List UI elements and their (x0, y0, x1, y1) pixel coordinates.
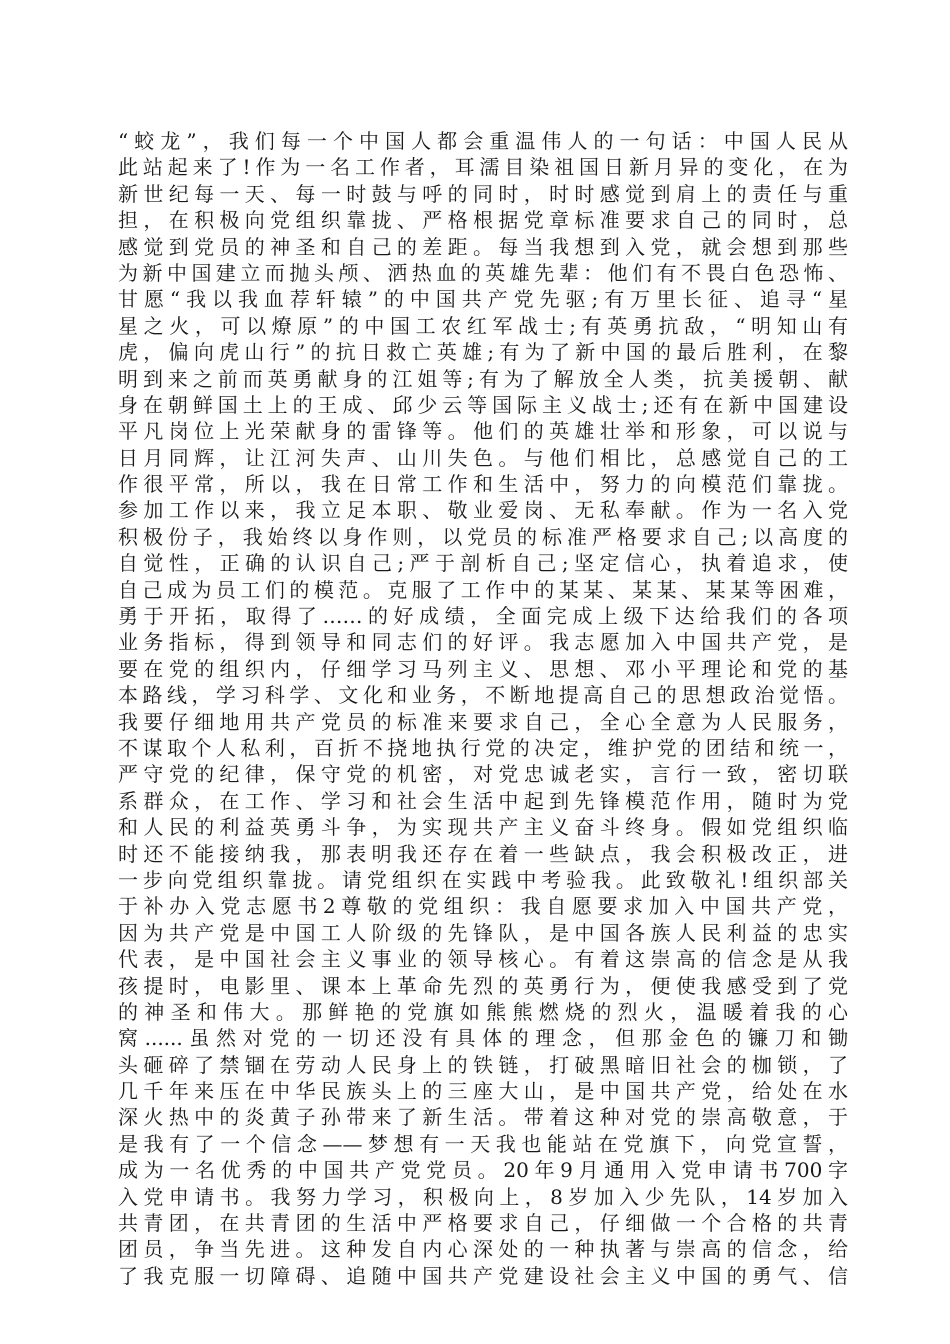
text-line: 头砸碎了禁锢在劳动人民身上的铁链，打破黑暗旧社会的枷锁，了 (118, 1052, 848, 1077)
text-line: 自觉性，正确的认识自己;严于剖析自己;坚定信心，执着追求，使 (118, 551, 848, 576)
text-line: 是我有了一个信念——梦想有一天我也能站在党旗下，向党宣誓， (118, 1131, 848, 1156)
text-line: 新世纪每一天、每一时鼓与呼的同时，时时感觉到肩上的责任与重 (118, 181, 848, 206)
text-line: 时还不能接纳我，那表明我还存在着一些缺点，我会积极改正，进 (118, 841, 848, 866)
text-line: 不谋取个人私利，百折不挠地执行党的决定，维护党的团结和统一， (118, 735, 848, 760)
text-line: 因为共产党是中国工人阶级的先锋队，是中国各族人民利益的忠实 (118, 920, 848, 945)
text-line: 身在朝鲜国土上的王成、邱少云等国际主义战士;还有在新中国建设 (118, 392, 848, 417)
text-line: 一步向党组织靠拢。请党组织在实践中考验我。此致敬礼!组织部关 (118, 867, 848, 892)
text-line: 窝......虽然对党的一切还没有具体的理念，但那金色的镰刀和锄 (118, 1026, 848, 1051)
text-line: “蛟龙”，我们每一个中国人都会重温伟人的一句话：中国人民从 (118, 129, 848, 153)
body-text (118, 128, 848, 1289)
text-line: 勇于开拓，取得了……的好成绩，全面完成上级下达给我们的各项 (118, 604, 848, 629)
text-line: 业务指标，得到领导和同志们的好评。我志愿加入中国共产党，是 (118, 630, 848, 655)
text-line: 深火热中的炎黄子孙带来了新生活。带着这种对党的崇高敬意，于 (118, 1105, 848, 1130)
text-line: 的神圣和伟大。那鲜艳的党旗如熊熊燃烧的烈火，温暖着我的心 (118, 999, 848, 1024)
text-line: 甘愿“我以我血荐轩辕”的中国共产党先驱;有万里长征、追寻“星 (118, 287, 848, 312)
text-line: 严守党的纪律，保守党的机密，对党忠诚老实，言行一致，密切联 (118, 762, 848, 787)
text-line: 入党申请书。我努力学习，积极向上，8岁加入少先队，14岁加入 (118, 1184, 848, 1209)
text-line: 虎，偏向虎山行”的抗日救亡英雄;有为了新中国的最后胜利，在黎 (118, 340, 848, 365)
text-line: 感觉到党员的神圣和自己的差距。每当我想到入党，就会想到那些 (118, 234, 848, 259)
text-line: 系群众，在工作、学习和社会生活中起到先锋模范作用，随时为党 (118, 788, 848, 813)
text-line: 几千年来压在中华民族头上的三座大山，是中国共产党，给处在水 (118, 1079, 848, 1104)
text-line: 日月同辉，让江河失声、山川失色。与他们相比，总感觉自己的工 (118, 445, 848, 470)
text-line: 代表，是中国社会主义事业的领导核心。有着这崇高的信念是从我 (118, 947, 848, 972)
text-line: 担，在积极向党组织靠拢、严格根据党章标准要求自己的同时，总 (118, 208, 848, 233)
text-line: 我要仔细地用共产党员的标准来要求自己，全心全意为人民服务， (118, 709, 848, 734)
text-line: 明到来之前而英勇献身的江姐等;有为了解放全人类，抗美援朝、献 (118, 366, 848, 391)
text-line: 参加工作以来，我立足本职、敬业爱岗、无私奉献。作为一名入党 (118, 498, 848, 523)
text-line: 此站起来了!作为一名工作者，耳濡目染祖国日新月异的变化，在为 (118, 155, 848, 180)
text-line: 于补办入党志愿书2尊敬的党组织：我自愿要求加入中国共产党， (118, 894, 848, 919)
text-line: 作很平常，所以，我在日常工作和生活中，努力的向模范们靠拢。 (118, 472, 848, 497)
text-line: 积极份子，我始终以身作则，以党员的标准严格要求自己;以高度的 (118, 524, 848, 549)
text-line: 成为一名优秀的中国共产党党员。20年9月通用入党申请书700字 (118, 1158, 848, 1183)
text-line: 孩提时，电影里、课本上革命先烈的英勇行为，便使我感受到了党 (118, 973, 848, 998)
text-line: 和人民的利益英勇斗争，为实现共产主义奋斗终身。假如党组织临 (118, 815, 848, 840)
text-line: 为新中国建立而抛头颅、洒热血的英雄先辈：他们有不畏白色恐怖、 (118, 260, 848, 285)
text-line: 自己成为员工们的模范。克服了工作中的某某、某某、某某等困难， (118, 577, 848, 602)
text-line: 星之火，可以燎原”的中国工农红军战士;有英勇抗敌，“明知山有 (118, 313, 848, 338)
text-line: 本路线，学习科学、文化和业务，不断地提高自己的思想政治觉悟。 (118, 683, 848, 708)
text-line: 平凡岗位上光荣献身的雷锋等。他们的英雄壮举和形象，可以说与 (118, 419, 848, 444)
text-line: 团员，争当先进。这种发自内心深处的一种执著与崇高的信念，给 (118, 1237, 848, 1262)
text-line: 共青团，在共青团的生活中严格要求自己，仔细做一个合格的共青 (118, 1211, 848, 1236)
text-line: 要在党的组织内，仔细学习马列主义、思想、邓小平理论和党的基 (118, 656, 848, 681)
text-line: 了我克服一切障碍、追随中国共产党建设社会主义中国的勇气、信 (118, 1263, 848, 1288)
